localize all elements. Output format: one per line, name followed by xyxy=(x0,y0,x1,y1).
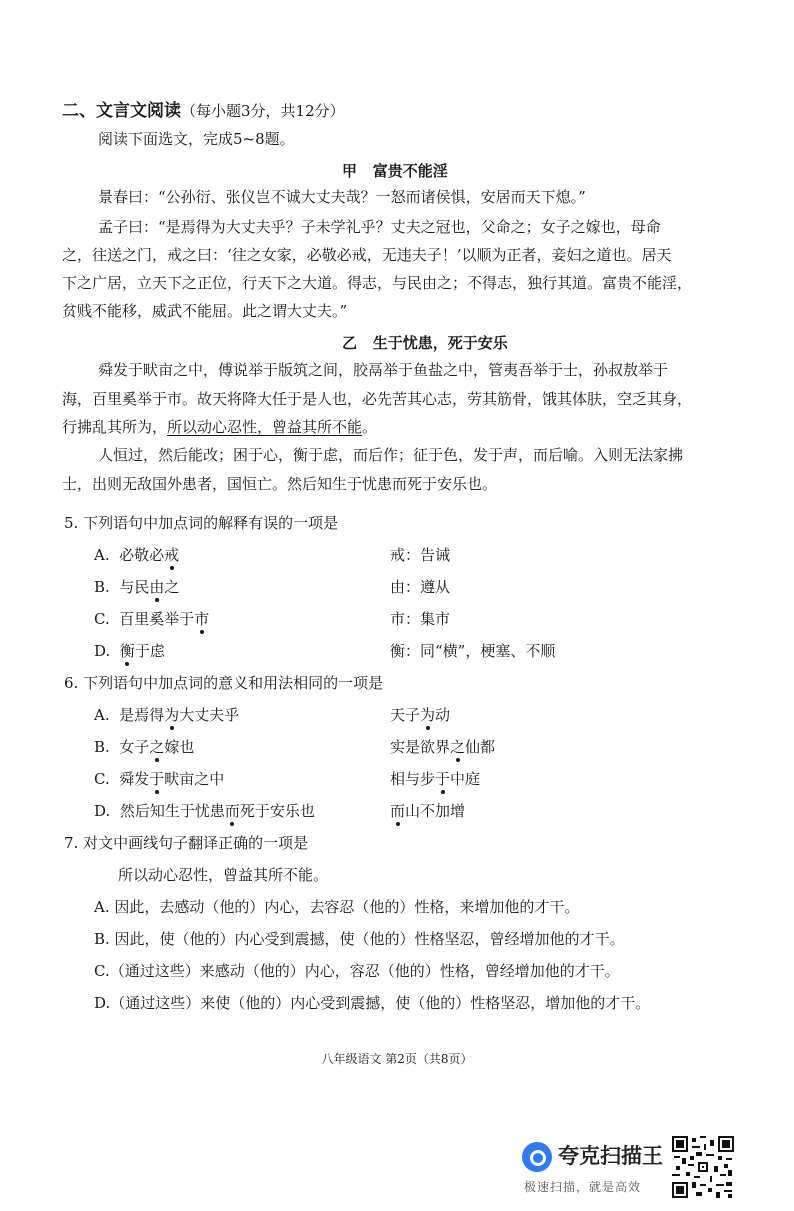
q7-option-d: D.（通过这些）来使（他的）内心受到震撼，使（他的）性格坚忍，增加他的才干。 xyxy=(94,994,651,1012)
section-score-note: （每小题3分，共12分） xyxy=(181,102,345,120)
option-text: 天子 xyxy=(390,706,421,724)
dotted-word: 由 xyxy=(149,578,165,596)
passage-a-title-text: 富贵不能淫 xyxy=(372,162,448,180)
option-text: 然后知生于忧患 xyxy=(119,802,225,820)
dotted-word: 之 xyxy=(149,738,165,756)
q5-option-c-explanation: 市：集市 xyxy=(390,610,451,628)
option-text: 于虑 xyxy=(134,642,165,660)
dotted-word: 于 xyxy=(149,770,165,788)
option-text: 相与步 xyxy=(390,770,436,788)
passage-a-label: 甲 xyxy=(342,162,358,180)
watermark-name: 夸克扫描王 xyxy=(558,1144,663,1168)
option-text: 嫁也 xyxy=(164,738,195,756)
q6-option-a-compare xyxy=(390,704,450,725)
q5-option-a-explanation: 戒：告诫 xyxy=(390,546,451,564)
passage-a-line: 景春曰：“公孙衍、张仪岂不诚大丈夫哉？一怒而诸侯惧，安居而天下熄。” xyxy=(98,188,586,206)
option-text: 女子 xyxy=(119,738,150,756)
q6-option-d xyxy=(94,800,315,821)
q6-option-c xyxy=(94,768,224,789)
dotted-word: 而 xyxy=(224,802,240,820)
dotted-word: 为 xyxy=(420,706,436,724)
q6-option-c-compare xyxy=(390,768,480,789)
q5-option-b xyxy=(94,576,179,597)
option-text: 是焉得 xyxy=(119,706,165,724)
option-text: 必敬必 xyxy=(119,546,165,564)
question-7-stem: 7. 对文中画线句子翻译正确的一项是 xyxy=(64,834,309,852)
option-letter: B. xyxy=(94,578,110,596)
passage-a-line-text: 孟子曰：“是焉得为大丈夫乎？子未学礼乎？丈夫之冠也，父命之；女子之嫁也，母命 xyxy=(98,218,661,236)
option-letter: C. xyxy=(94,770,110,788)
passage-b-label: 乙 xyxy=(342,334,358,352)
option-letter: A. xyxy=(94,546,110,564)
q6-option-b-compare xyxy=(390,736,495,757)
dotted-word: 而 xyxy=(390,802,406,820)
q6-option-a xyxy=(94,704,239,725)
q7-quoted-sentence: 所以动心忍性，曾益其所不能。 xyxy=(118,866,329,884)
reading-instruction: 阅读下面选文，完成5~8题。 xyxy=(98,130,295,148)
passage-a-line: 贫贱不能移，威武不能屈。此之谓大丈夫。” xyxy=(62,302,348,320)
q5-option-b-explanation: 由：遵从 xyxy=(390,578,451,596)
option-text: 中庭 xyxy=(450,770,481,788)
question-6-stem: 6. 下列语句中加点词的意义和用法相同的一项是 xyxy=(64,674,384,692)
underlined-sentence: 所以动心忍性，曾益其所不能 xyxy=(167,418,363,436)
q7-option-a: A. 因此，去感动（他的）内心，去容忍（他的）性格，来增加他的才干。 xyxy=(94,898,580,916)
dotted-word: 之 xyxy=(450,738,466,756)
option-text: 山不加增 xyxy=(405,802,466,820)
passage-b-line: 海，百里奚举于市。故天将降大任于是人也，必先苦其心志，劳其筋骨，饿其体肤，空乏其身， xyxy=(62,390,693,408)
q6-option-d-compare xyxy=(390,800,465,821)
passage-b-text: 行拂乱其所为， xyxy=(62,418,168,436)
dotted-word: 为 xyxy=(164,706,180,724)
q6-option-b xyxy=(94,736,194,757)
passage-a-title xyxy=(342,160,448,181)
option-text: 动 xyxy=(435,706,451,724)
dotted-word: 于 xyxy=(435,770,451,788)
option-text: 与民 xyxy=(119,578,150,596)
passage-b-title xyxy=(342,332,508,353)
question-5-stem: 5. 下列语句中加点词的解释有误的一项是 xyxy=(64,514,339,532)
section-title xyxy=(62,96,345,121)
q5-option-d-explanation: 衡：同“横”，梗塞、不顺 xyxy=(390,642,556,660)
q5-option-d xyxy=(94,640,165,661)
option-letter: B. xyxy=(94,738,110,756)
scanner-watermark xyxy=(522,1140,670,1200)
q7-option-c: C.（通过这些）来感动（他的）内心，容忍（他的）性格，曾经增加他的才干。 xyxy=(94,962,620,980)
option-text: 实是欲界 xyxy=(390,738,451,756)
dotted-word: 衡 xyxy=(119,642,135,660)
option-letter: A. xyxy=(94,706,110,724)
qr-code-icon xyxy=(672,1136,734,1198)
q5-option-a xyxy=(94,544,179,565)
option-letter: D. xyxy=(94,642,111,660)
option-text: 百里奚举于 xyxy=(119,610,195,628)
dotted-word: 戒 xyxy=(164,546,180,564)
option-text: 大丈夫乎 xyxy=(179,706,240,724)
passage-a-line: 之，往送之门，戒之曰：‘往之女家，必敬必戒，无违夫子！’以顺为正者，妾妇之道也。居天 xyxy=(62,246,672,264)
passage-b-line: 舜发于畎亩之中，傅说举于版筑之间，胶鬲举于鱼盐之中，管夷吾举于士，孙叔敖举于 xyxy=(98,361,669,379)
watermark-slogan: 极速扫描，就是高效 xyxy=(524,1180,642,1194)
passage-b-line xyxy=(62,412,377,442)
passage-a-line: 下之广居，立天下之正位，行天下之大道。得志，与民由之；不得志，独行其道。富贵不能淫， xyxy=(62,274,693,292)
dotted-word: 市 xyxy=(194,610,210,628)
option-letter: D. xyxy=(94,802,111,820)
option-text: 仙都 xyxy=(465,738,496,756)
quark-logo-icon xyxy=(522,1142,552,1172)
passage-b-line: 士，出则无敌国外患者，国恒亡。然后知生于忧患而死于安乐也。 xyxy=(62,475,498,493)
option-text: 之 xyxy=(164,578,180,596)
passage-b-title-text: 生于忧患，死于安乐 xyxy=(372,334,508,352)
option-text: 死于安乐也 xyxy=(239,802,315,820)
option-letter: C. xyxy=(94,610,110,628)
page-footer: 八年级语文 第2页（共8页） xyxy=(321,1052,473,1066)
q7-option-b: B. 因此，使（他的）内心受到震撼，使（他的）性格坚忍，曾经增加他的才干。 xyxy=(94,930,625,948)
passage-a-line xyxy=(98,212,661,242)
option-text: 舜发 xyxy=(119,770,150,788)
q5-option-c xyxy=(94,608,209,629)
section-title-text: 二、文言文阅读 xyxy=(62,101,181,121)
option-text: 畎亩之中 xyxy=(164,770,225,788)
passage-b-text: 。 xyxy=(362,418,378,436)
passage-b-line: 人恒过，然后能改；困于心，衡于虑，而后作；征于色，发于声，而后喻。入则无法家拂 xyxy=(98,446,684,464)
